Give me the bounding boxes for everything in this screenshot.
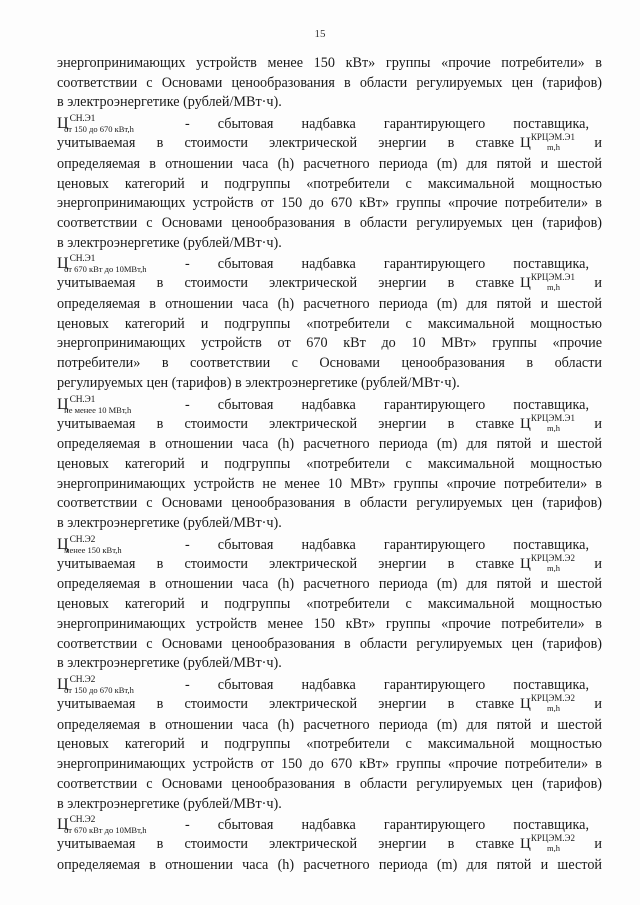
conjunction: и bbox=[594, 135, 602, 152]
text-line: соответствии с Основами ценообразования в области регулируемых цен (тарифов) bbox=[57, 214, 602, 231]
symbol-letter: Ц bbox=[57, 255, 69, 273]
symbol-subscript: от 670 кВт до 10МВт,h bbox=[64, 825, 147, 836]
symbol-subscript: от 150 до 670 кВт,h bbox=[64, 124, 134, 135]
reference-symbol bbox=[520, 274, 580, 295]
text-line: определяемая в отношении часа (h) расчетного периода (m) для пятой и шестой bbox=[57, 856, 602, 873]
text-line: определяемая в отношении часа (h) расчетного периода (m) для пятой и шестой bbox=[57, 716, 602, 733]
reference-subscript: m,h bbox=[547, 142, 560, 153]
conjunction: и bbox=[594, 836, 602, 853]
reference-superscript: КРЦЭМ.Э1 bbox=[530, 132, 575, 143]
reference-superscript: КРЦЭМ.Э1 bbox=[530, 272, 575, 283]
text-line: учитываемая в стоимости электрической энергии в ставке bbox=[57, 555, 514, 572]
symbol-letter: Ц bbox=[520, 135, 531, 152]
definition-head bbox=[57, 253, 602, 274]
text-line: энергопринимающих устройств менее 150 кВт» группы «прочие потребители» в bbox=[57, 615, 602, 632]
definition-head bbox=[57, 674, 602, 695]
definition-head bbox=[57, 534, 602, 555]
reference-superscript: КРЦЭМ.Э2 bbox=[530, 833, 575, 844]
reference-subscript: m,h bbox=[547, 702, 560, 713]
text-line: учитываемая в стоимости электрической энергии в ставке bbox=[57, 695, 514, 712]
text-line: определяемая в отношении часа (h) расчетного периода (m) для пятой и шестой bbox=[57, 155, 602, 172]
symbol-letter: Ц bbox=[520, 415, 531, 432]
definition-entry bbox=[57, 253, 602, 393]
text-line: учитываемая в стоимости электрической энергии в ставке bbox=[57, 135, 514, 152]
text-line: регулируемых цен (тарифов) в электроэнергетике (рублей/МВт·ч). bbox=[57, 374, 460, 391]
definition-list bbox=[57, 113, 602, 876]
definition-dash-text: - сбытовая надбавка гарантирующего поставщика, bbox=[185, 396, 589, 413]
text-line: энергопринимающих устройств не менее 10 МВт» группы «прочие потребители» в bbox=[57, 475, 602, 492]
symbol-subscript: менее 150 кВт,h bbox=[64, 544, 122, 555]
symbol-superscript: СН.Э1 bbox=[69, 114, 96, 125]
symbol-subscript: не менее 10 МВт,h bbox=[64, 404, 132, 415]
symbol-letter: Ц bbox=[57, 115, 69, 133]
conjunction: и bbox=[594, 415, 602, 432]
definition-second-line bbox=[57, 835, 602, 856]
definition-entry bbox=[57, 674, 602, 814]
text-line: ценовых категорий и подгруппы «потребители с максимальной мощностью bbox=[57, 175, 602, 192]
symbol-letter: Ц bbox=[520, 275, 531, 292]
text-line: определяемая в отношении часа (h) расчетного периода (m) для пятой и шестой bbox=[57, 576, 602, 593]
reference-superscript: КРЦЭМ.Э2 bbox=[530, 552, 575, 563]
reference-superscript: КРЦЭМ.Э2 bbox=[530, 692, 575, 703]
symbol-superscript: СН.Э2 bbox=[69, 815, 96, 826]
text-line: в электроэнергетике (рублей/МВт·ч). bbox=[57, 94, 282, 111]
definition-dash-text: - сбытовая надбавка гарантирующего поставщика, bbox=[185, 676, 589, 693]
symbol-superscript: СН.Э1 bbox=[69, 394, 96, 405]
symbol-superscript: СН.Э1 bbox=[69, 254, 96, 265]
reference-subscript: m,h bbox=[547, 282, 560, 293]
text-line: ценовых категорий и подгруппы «потребители с максимальной мощностью bbox=[57, 596, 602, 613]
text-line: в электроэнергетике (рублей/МВт·ч). bbox=[57, 234, 282, 251]
text-line: в электроэнергетике (рублей/МВт·ч). bbox=[57, 515, 282, 532]
text-line: учитываемая в стоимости электрической энергии в ставке bbox=[57, 275, 514, 292]
text-line: учитываемая в стоимости электрической энергии в ставке bbox=[57, 415, 514, 432]
reference-symbol bbox=[520, 692, 580, 716]
text-line: соответствии с Основами ценообразования в области регулируемых цен (тарифов) bbox=[57, 635, 602, 652]
reference-subscript: m,h bbox=[547, 562, 560, 573]
text-line: в электроэнергетике (рублей/МВт·ч). bbox=[57, 795, 282, 812]
symbol-superscript: СН.Э2 bbox=[69, 534, 96, 545]
definition-dash-text: - сбытовая надбавка гарантирующего поставщика, bbox=[185, 116, 589, 133]
definition-second-line bbox=[57, 134, 602, 155]
definition-dash-text: - сбытовая надбавка гарантирующего поставщика, bbox=[185, 536, 589, 553]
document-body bbox=[57, 54, 602, 876]
conjunction: и bbox=[594, 695, 602, 712]
reference-subscript: m,h bbox=[547, 422, 560, 433]
text-line: энергопринимающих устройств от 150 до 670 кВт» группы «прочие потребители» в bbox=[57, 195, 602, 212]
conjunction: и bbox=[594, 555, 602, 572]
definition-entry bbox=[57, 534, 602, 674]
text-line: потребители» в соответствии с Основами ценообразования в области bbox=[57, 355, 602, 372]
text-line: определяемая в отношении часа (h) расчетного периода (m) для пятой и шестой bbox=[57, 436, 602, 453]
symbol-letter: Ц bbox=[57, 816, 69, 834]
definition-dash-text: - сбытовая надбавка гарантирующего поставщика, bbox=[185, 256, 589, 273]
reference-symbol bbox=[520, 552, 580, 576]
text-line: энергопринимающих устройств менее 150 кВт» группы «прочие потребители» в bbox=[57, 55, 602, 71]
page-number: 15 bbox=[314, 28, 326, 40]
text-line: энергопринимающих устройств от 670 кВт до 10 МВт» группы «прочие bbox=[57, 335, 602, 352]
text-line: в электроэнергетике (рублей/МВт·ч). bbox=[57, 655, 282, 672]
symbol-subscript: от 150 до 670 кВт,h bbox=[64, 684, 134, 695]
text-line: соответствии с Основами ценообразования в области регулируемых цен (тарифов) bbox=[57, 74, 602, 91]
text-line: ценовых категорий и подгруппы «потребители с максимальной мощностью bbox=[57, 315, 602, 332]
definition-entry bbox=[57, 394, 602, 534]
definition-second-line bbox=[57, 692, 602, 716]
symbol-letter: Ц bbox=[57, 675, 69, 693]
text-line: энергопринимающих устройств от 150 до 670 кВт» группы «прочие потребители» в bbox=[57, 756, 602, 773]
definition-entry bbox=[57, 814, 602, 875]
symbol-superscript: СН.Э2 bbox=[69, 674, 96, 685]
text-line: учитываемая в стоимости электрической энергии в ставке bbox=[57, 836, 514, 853]
reference-symbol bbox=[520, 835, 580, 856]
reference-subscript: m,h bbox=[547, 843, 560, 854]
definition-head bbox=[57, 394, 602, 415]
definition-entry bbox=[57, 113, 602, 253]
text-line: соответствии с Основами ценообразования в области регулируемых цен (тарифов) bbox=[57, 775, 602, 792]
text-line: ценовых категорий и подгруппы «потребители с максимальной мощностью bbox=[57, 736, 602, 753]
definition-head bbox=[57, 814, 602, 835]
symbol-letter: Ц bbox=[520, 695, 531, 712]
intro-paragraph bbox=[57, 54, 602, 113]
definition-second-line bbox=[57, 274, 602, 295]
text-line: соответствии с Основами ценообразования в области регулируемых цен (тарифов) bbox=[57, 495, 602, 512]
conjunction: и bbox=[594, 275, 602, 292]
definition-head bbox=[57, 113, 602, 134]
reference-superscript: КРЦЭМ.Э1 bbox=[530, 412, 575, 423]
definition-second-line bbox=[57, 412, 602, 436]
reference-symbol bbox=[520, 134, 580, 155]
symbol-letter: Ц bbox=[520, 836, 531, 853]
symbol-subscript: от 670 кВт до 10МВт,h bbox=[64, 264, 147, 275]
definition-second-line bbox=[57, 552, 602, 576]
reference-symbol bbox=[520, 412, 580, 436]
symbol-letter: Ц bbox=[520, 555, 531, 572]
definition-dash-text: - сбытовая надбавка гарантирующего поставщика, bbox=[185, 817, 589, 834]
symbol-letter: Ц bbox=[57, 535, 69, 553]
text-line: определяемая в отношении часа (h) расчетного периода (m) для пятой и шестой bbox=[57, 296, 602, 313]
text-line: ценовых категорий и подгруппы «потребители с максимальной мощностью bbox=[57, 455, 602, 472]
symbol-letter: Ц bbox=[57, 395, 69, 413]
